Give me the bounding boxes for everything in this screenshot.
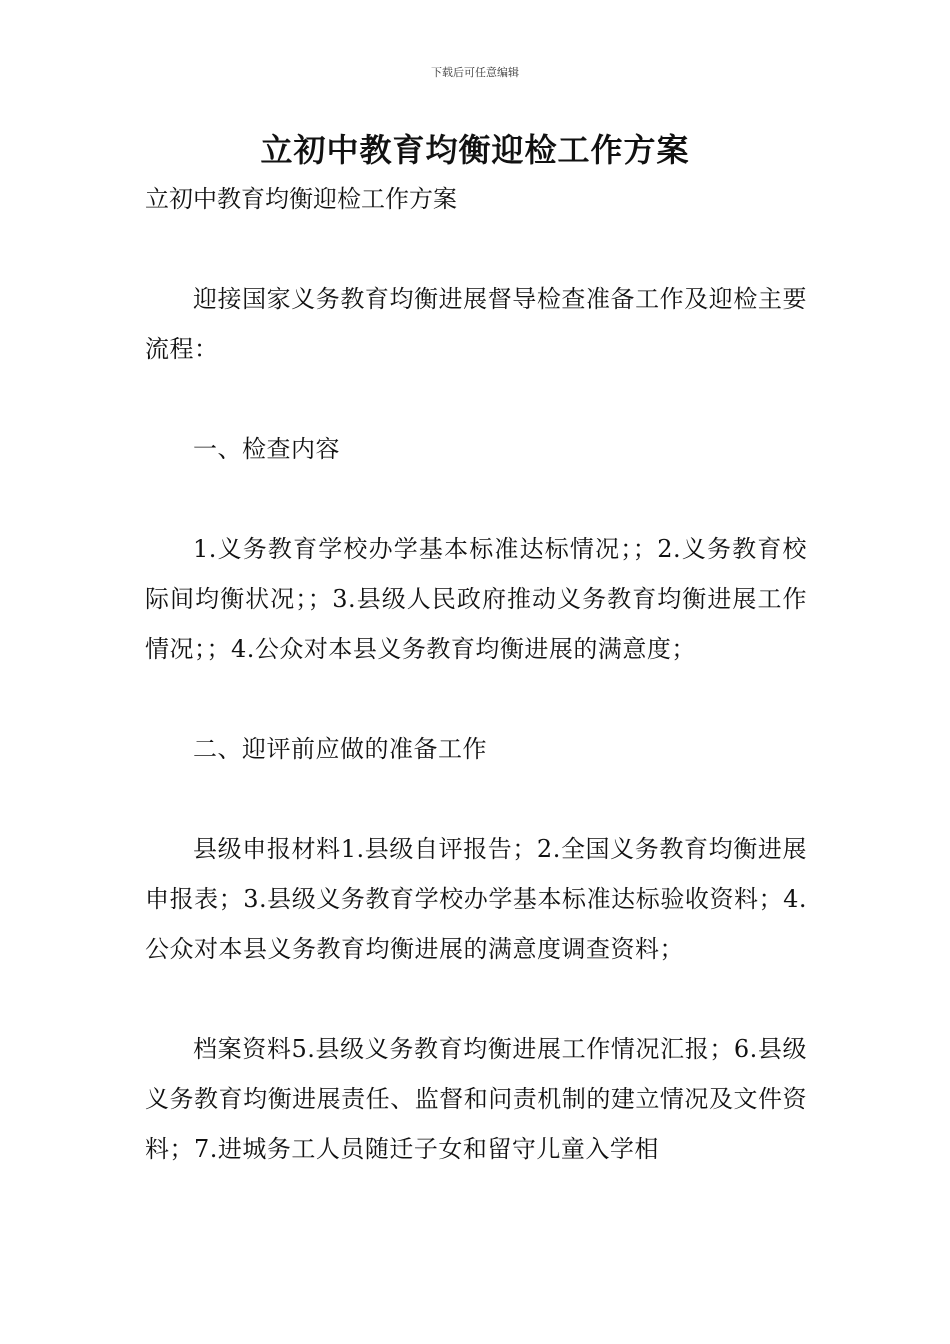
inspection-items-paragraph: 1.义务教育学校办学基本标准达标情况；；2.义务教育校际间均衡状况；；3.县级人民政府推动义务教育均衡进展工作情况；；4.公众对本县义务教育均衡进展的满意度；: [145, 535, 807, 663]
archive-materials-paragraph: 档案资料5.县级义务教育均衡进展工作情况汇报；6.县级义务教育均衡进展责任、监督和问责机制的建立情况及文件资料；7.进城务工人员随迁子女和留守儿童入学相: [145, 1035, 807, 1163]
section-heading-1: 一、检查内容: [193, 435, 340, 463]
blank-line: [145, 774, 807, 824]
blank-line: [145, 974, 807, 1024]
blank-line: [145, 224, 807, 274]
section-heading-2: 二、迎评前应做的准备工作: [193, 735, 487, 763]
blank-line: [145, 374, 807, 424]
blank-line: [145, 674, 807, 724]
blank-line: [145, 474, 807, 524]
document-title: 立初中教育均衡迎检工作方案: [260, 131, 690, 169]
intro-paragraph: 迎接国家义务教育均衡进展督导检查准备工作及迎检主要流程：: [145, 285, 807, 363]
county-materials-paragraph: 县级申报材料1.县级自评报告；2.全国义务教育均衡进展申报表；3.县级义务教育学校办学基本标准达标验收资料；4.公众对本县义务教育均衡进展的满意度调查资料；: [145, 835, 807, 963]
document-subtitle: 立初中教育均衡迎检工作方案: [145, 185, 457, 213]
header-note: 下载后可任意编辑: [431, 66, 519, 79]
document-body: [145, 174, 807, 1174]
